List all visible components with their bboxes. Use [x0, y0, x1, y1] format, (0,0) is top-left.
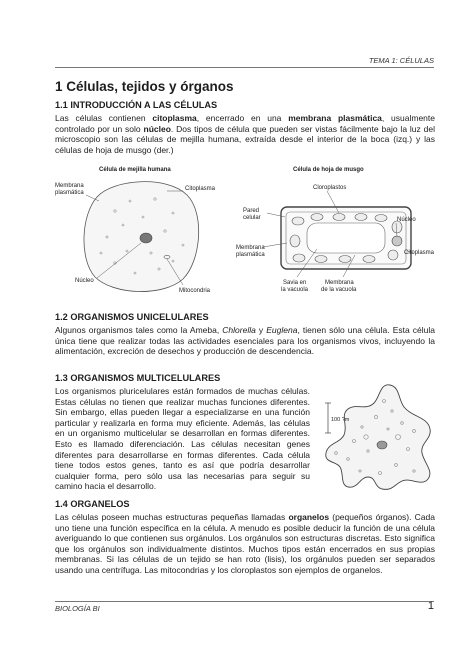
chapter-title: 1 Células, tejidos y órganos	[55, 79, 234, 94]
svg-text:Membrana: Membrana	[236, 245, 265, 251]
section-heading-organelles: 1.4 ORGANELOS	[55, 499, 130, 509]
svg-text:Citoplasma: Citoplasma	[185, 186, 216, 192]
intro-paragraph: Las células contienen citoplasma, encerrado en una membrana plasmática, usualmente controlado por un solo núcleo. Dos tipos de célula que pueden ser vistas fácilmente bajo la luz del microscopio son las células de mejilla humana, extraída desde el interior de la boca (izq.) y las células de hoja de musgo (der.)	[55, 113, 435, 155]
footer-rule	[55, 601, 434, 602]
section-heading-unicellular: 1.2 ORGANISMOS UNICELULARES	[55, 312, 209, 322]
cheek-cell-title: Célula de mejilla humana	[99, 167, 171, 173]
running-title: TEMA 1: CÉLULAS	[368, 56, 434, 65]
svg-text:celular: celular	[243, 215, 261, 221]
page-number: 1	[427, 600, 434, 612]
svg-text:Cloroplastos: Cloroplastos	[313, 185, 347, 191]
svg-text:Núcleo: Núcleo	[75, 278, 94, 284]
svg-text:Pared: Pared	[243, 208, 260, 214]
svg-text:plasmática: plasmática	[236, 252, 265, 258]
svg-text:Membrana: Membrana	[55, 183, 84, 189]
svg-text:Mitocondria: Mitocondria	[179, 288, 211, 294]
cell-figure	[55, 161, 435, 303]
moss-cell-title: Célula de hoja de musgo	[293, 167, 364, 173]
svg-text:Núcleo: Núcleo	[397, 217, 416, 223]
svg-text:plasmática: plasmática	[55, 190, 84, 196]
organelles-paragraph: Las células poseen muchas estructuras pequeñas llamadas organelos (pequeños órganos). Cada uno tiene una función específica en la célula. A menudo es posible deducir la función de una célula averiguando lo que contienen sus orgánulos. Los orgánulos son estructuras discretas. Esto significa que los orgánulos son individualmente distintos. Muchos tipos están encerrados en sus propias membranas. Si las células de un tejido se han roto (lisis), los orgánulos pueden ser separados usando una centrífuga. Las mitocondrias y los cloroplastos son ejemplos de organelos.	[55, 512, 435, 575]
moss-vacuole	[307, 223, 385, 253]
svg-text:Citoplasma: Citoplasma	[404, 250, 435, 256]
footer-subject: BIOLOGÍA BI	[55, 604, 100, 613]
svg-text:Savia en: Savia en	[283, 280, 307, 286]
moss-nucleus	[392, 236, 402, 246]
multicellular-paragraph: Los organismos pluricelulares están formados de muchas células. Estas células no tienen que realizar muchas funciones diferentes. Sin embargo, ellas pueden llegar a especializarse en una función particular y realizarla en forma muy eficiente. Además, las células en un organismo multicelular se desarrollan en formas diferentes. Esto es llamado diferenciación. Las células necesitan genes diferentes para desarrollarse en formas diferentes. Cada célula tiene todos estos genes, tanto es así que podría desarrollar cualquier forma, pero sólo usa las necesarias para seguir su camino hacia el desarrollo.	[55, 386, 310, 492]
amoeba-illustration	[318, 381, 436, 491]
svg-text:Membrana: Membrana	[325, 280, 354, 286]
section-heading-multicellular: 1.3 ORGANISMOS MULTICELULARES	[55, 373, 221, 383]
svg-text:de la vacuola: de la vacuola	[321, 287, 357, 293]
amoeba-nucleus	[377, 441, 387, 449]
svg-text:la vacuola: la vacuola	[281, 287, 309, 293]
scale-label: 100 ?m	[331, 417, 350, 423]
section-heading-intro: 1.1 INTRODUCCIÓN A LAS CÉLULAS	[55, 100, 218, 110]
cheek-nucleus	[140, 233, 152, 243]
unicellular-paragraph: Algunos organismos tales como la Ameba, Chlorella y Euglena, tienen sólo una célula. Esta célula única tiene que realizar todas las actividades esenciales para los organismos vivos, incluyendo la alimentación, excreción de desechos y producción de descendencia.	[55, 325, 435, 357]
header-rule	[55, 67, 434, 68]
amoeba-body	[326, 385, 430, 490]
